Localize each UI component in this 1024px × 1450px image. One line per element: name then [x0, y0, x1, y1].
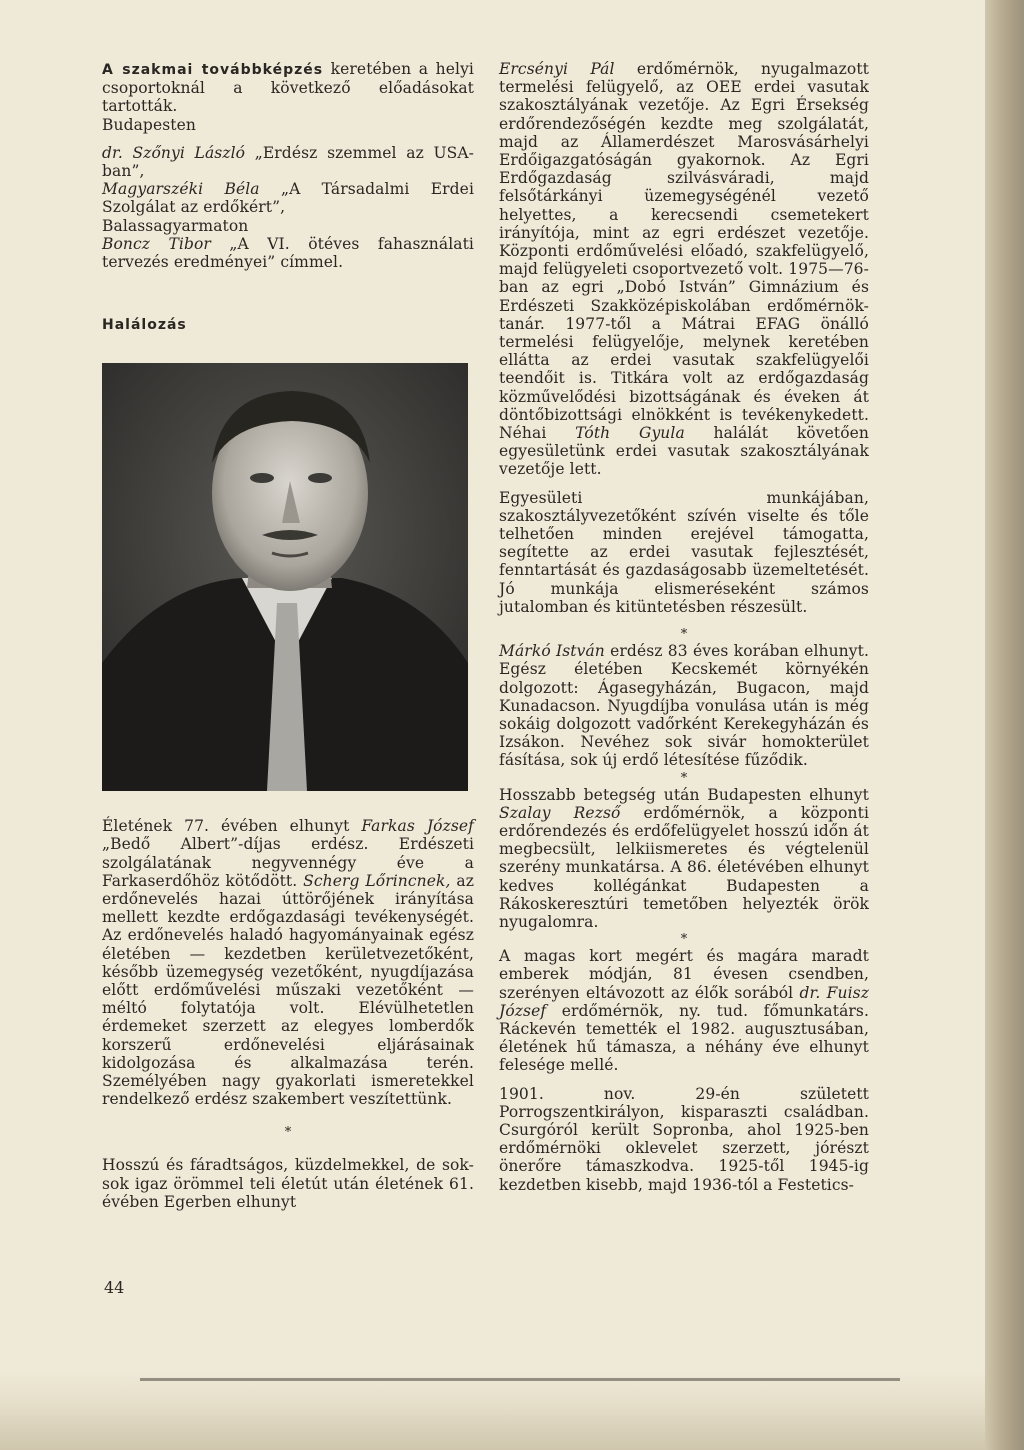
separator-star: *: [680, 932, 688, 948]
p4-name: Szalay Rezső: [499, 803, 621, 822]
p1-name2: Tóth Gyula: [575, 424, 685, 443]
page-number: 44: [104, 1278, 125, 1297]
separator-star: *: [680, 627, 688, 643]
page-bottom-edge: [0, 1370, 985, 1450]
talk-2: [102, 180, 474, 216]
talk1-prefix: dr.: [102, 143, 133, 162]
p3-text: erdész 83 éves korában elhunyt. Egész életében Kecskemét környékén dolgozott: Ágasegyházán, Bugacon, majd Kunadacson. Nyugdíjba vonulása után is még sokáig dolgozott vadőrként Kerekegyházán és Izsákon. Nevéhez sok sivár homokterület fásítása, sok új erdő létesítése fűződik.: [499, 642, 869, 770]
obit1-a: Életének 77. évében elhunyt: [102, 817, 362, 836]
talk1-speaker: Szőnyi László: [132, 143, 246, 162]
talk3-title: „A VI. ötéves fahasználati tervezés eredményei” címmel.: [102, 234, 474, 272]
talk2-speaker: Magyarszéki Béla: [102, 180, 260, 199]
spacer: [102, 1140, 474, 1156]
p4-b: erdőmérnök, a központi erdőrendezés és erdőfelügyelet hosszú időn át megbecsült, lelkiismeretes és végtelenül szerény munkatársa. A 86. életévében elhunyt kedves kollégánkat Budapesten a Rákoskeresztúri temetőben helyezték örök nyugalomra.: [499, 803, 870, 931]
talk2-title: „A Társadalmi Erdei Szolgálat az erdőkért”,: [102, 180, 475, 217]
obit1-name2: Scherg Lőrincnek,: [303, 871, 451, 890]
p5-b: erdőmérnök, ny. tud. főmunkatárs. Ráckevén temették el 1982. augusztusában, életének hű támasza, a néhány éve elhunyt felesége mellé.: [499, 1001, 869, 1075]
p3-name: Márkó István: [499, 642, 605, 661]
spacer: [499, 616, 869, 626]
talk1-title: „Erdész szemmel az USA-ban”,: [102, 143, 474, 181]
obituary-ercsenyi: [499, 60, 869, 479]
p1-text2: halálát követően egyesületünk erdei vasutak szakosztályának vezetője lett.: [499, 424, 869, 479]
talk3-speaker: Boncz Tibor: [102, 234, 211, 253]
ercsenyi-work: Egyesületi munkájában, szakosztályvezetőként szívén viselte és tőle telhetően minden erejével támogatta, segítette az erdei vasutak fejlesztését, fenntartását és gazdaságosabb üzemeltetését. Jó munkája elismeréseként számos jutalomban és kitüntetésben részesült.: [499, 488, 869, 616]
obituary-marko: [499, 642, 869, 769]
spacer: [102, 1108, 474, 1124]
portrait-photo: [102, 363, 468, 791]
bottom-edge-line: [140, 1378, 900, 1381]
fuisz-biography: 1901. nov. 29-én született Porrogszentkirályon, kisparaszti családban. Csurgóról került Sopronba, ahol 1925-ben erdőmérnöki oklevelet szerzett, jórészt önerőre támaszkodva. 1925-től 1945-ig kezdetben kisebb, majd 1936-tól a Festetics-: [499, 1084, 869, 1194]
separator-star: *: [680, 770, 688, 786]
p4-a: Hosszabb betegség után Budapesten elhunyt: [499, 785, 869, 804]
intro-paragraph: [102, 60, 474, 116]
spacer: [499, 479, 869, 489]
city-balassagyarmat: Balassagyarmaton: [102, 216, 249, 235]
obit1-c: az erdőnevelés hazai úttörőjének irányítása mellett kezdte erdőgazdasági tevékenységét. Az erdőnevelés haladó hagyományainak egész életében — kezdetben kerületvezetőként, később üzemegység vezetőként, nyugdíjazása előtt erdőművelési műszaki vezetőként — méltó folytatója volt. Elévülhetetlen érdemeket szerzett az elegyes lomberdők korszerű erdőnevelési eljárásainak kidolgozása és alkalmazása terén. Személyében nagy gyakorlati ismeretekkel rendelkező erdész szakembert veszítettünk.: [102, 871, 474, 1109]
talk-1: [102, 144, 474, 180]
p1-text: erdőmérnök, nyugalmazott termelési felügyelő, az OEE erdei vasutak szakosztályának vezetője. Az Egri Érsekség erdőrendezőségén kezdte meg szolgálatát, majd az Államerdészet Marosvásárhelyi Erdőigazgatóságán gyakornok. Az Egri Erdőgazdaság szilvásváradi, majd felsőtárkányi üzemegységénél vezető helyettes, a kerecsendi csemetekert irányítója, mint az egri erdészet vezetője. Központi erdőművelési előadó, szakfelügyelő, majd felügyeleti csoportvezető volt. 1975—76-ban az egri „Dobó István” Gimnázium és Erdészeti Szakközépiskolában erdőmérnök-tanár. 1977-től a Mátrai EFAG önálló termelési felügyelője, melynek keretében ellátta az erdei vasutak szakfelügyelői teendőit is. Titkára volt az erdőgazdaság közművelődési bizottságának és éveken át döntőbizottsági elnökként is tevékenykedett. Néhai: [499, 60, 869, 443]
p5-a: A magas kort megért és magára maradt emberek módján, 81 évesen csendben, szerényen eltávozott az élők sorából: [499, 947, 869, 1002]
obituary-farkas: [102, 817, 474, 1108]
talk-3: [102, 235, 474, 271]
right-column: [499, 60, 869, 1194]
spacer: [499, 1075, 869, 1085]
city-budapest: Budapesten: [102, 115, 196, 134]
portrait-image: [102, 363, 468, 791]
intro-rest: keretében a helyi csoportoknál a következő előadásokat tartották.: [102, 60, 474, 116]
book-spine: [985, 0, 1024, 1450]
p1-name: Ercsényi Pál: [499, 60, 615, 78]
section-title-halalozas: Halálozás: [102, 317, 187, 334]
obituary-fuisz: [499, 947, 869, 1074]
obit1-name: Farkas József: [361, 817, 474, 836]
intro-lead: A szakmai továbbképzés: [102, 62, 324, 78]
left-column: [102, 60, 474, 1211]
separator-star: *: [284, 1125, 292, 1141]
obit1-b: „Bedő Albert”-díjas erdész. Erdészeti szolgálatának negyvennégy éve a Farkaserdőhöz kötődött.: [102, 835, 474, 890]
p5-name: dr. Fuisz József: [499, 983, 869, 1020]
obituary-egerben: Hosszú és fáradtságos, küzdelmekkel, de sok-sok igaz örömmel teli életút után életének 61. évében Egerben elhunyt: [102, 1156, 474, 1211]
obituary-szalay: [499, 786, 869, 932]
spacer: [102, 134, 474, 144]
